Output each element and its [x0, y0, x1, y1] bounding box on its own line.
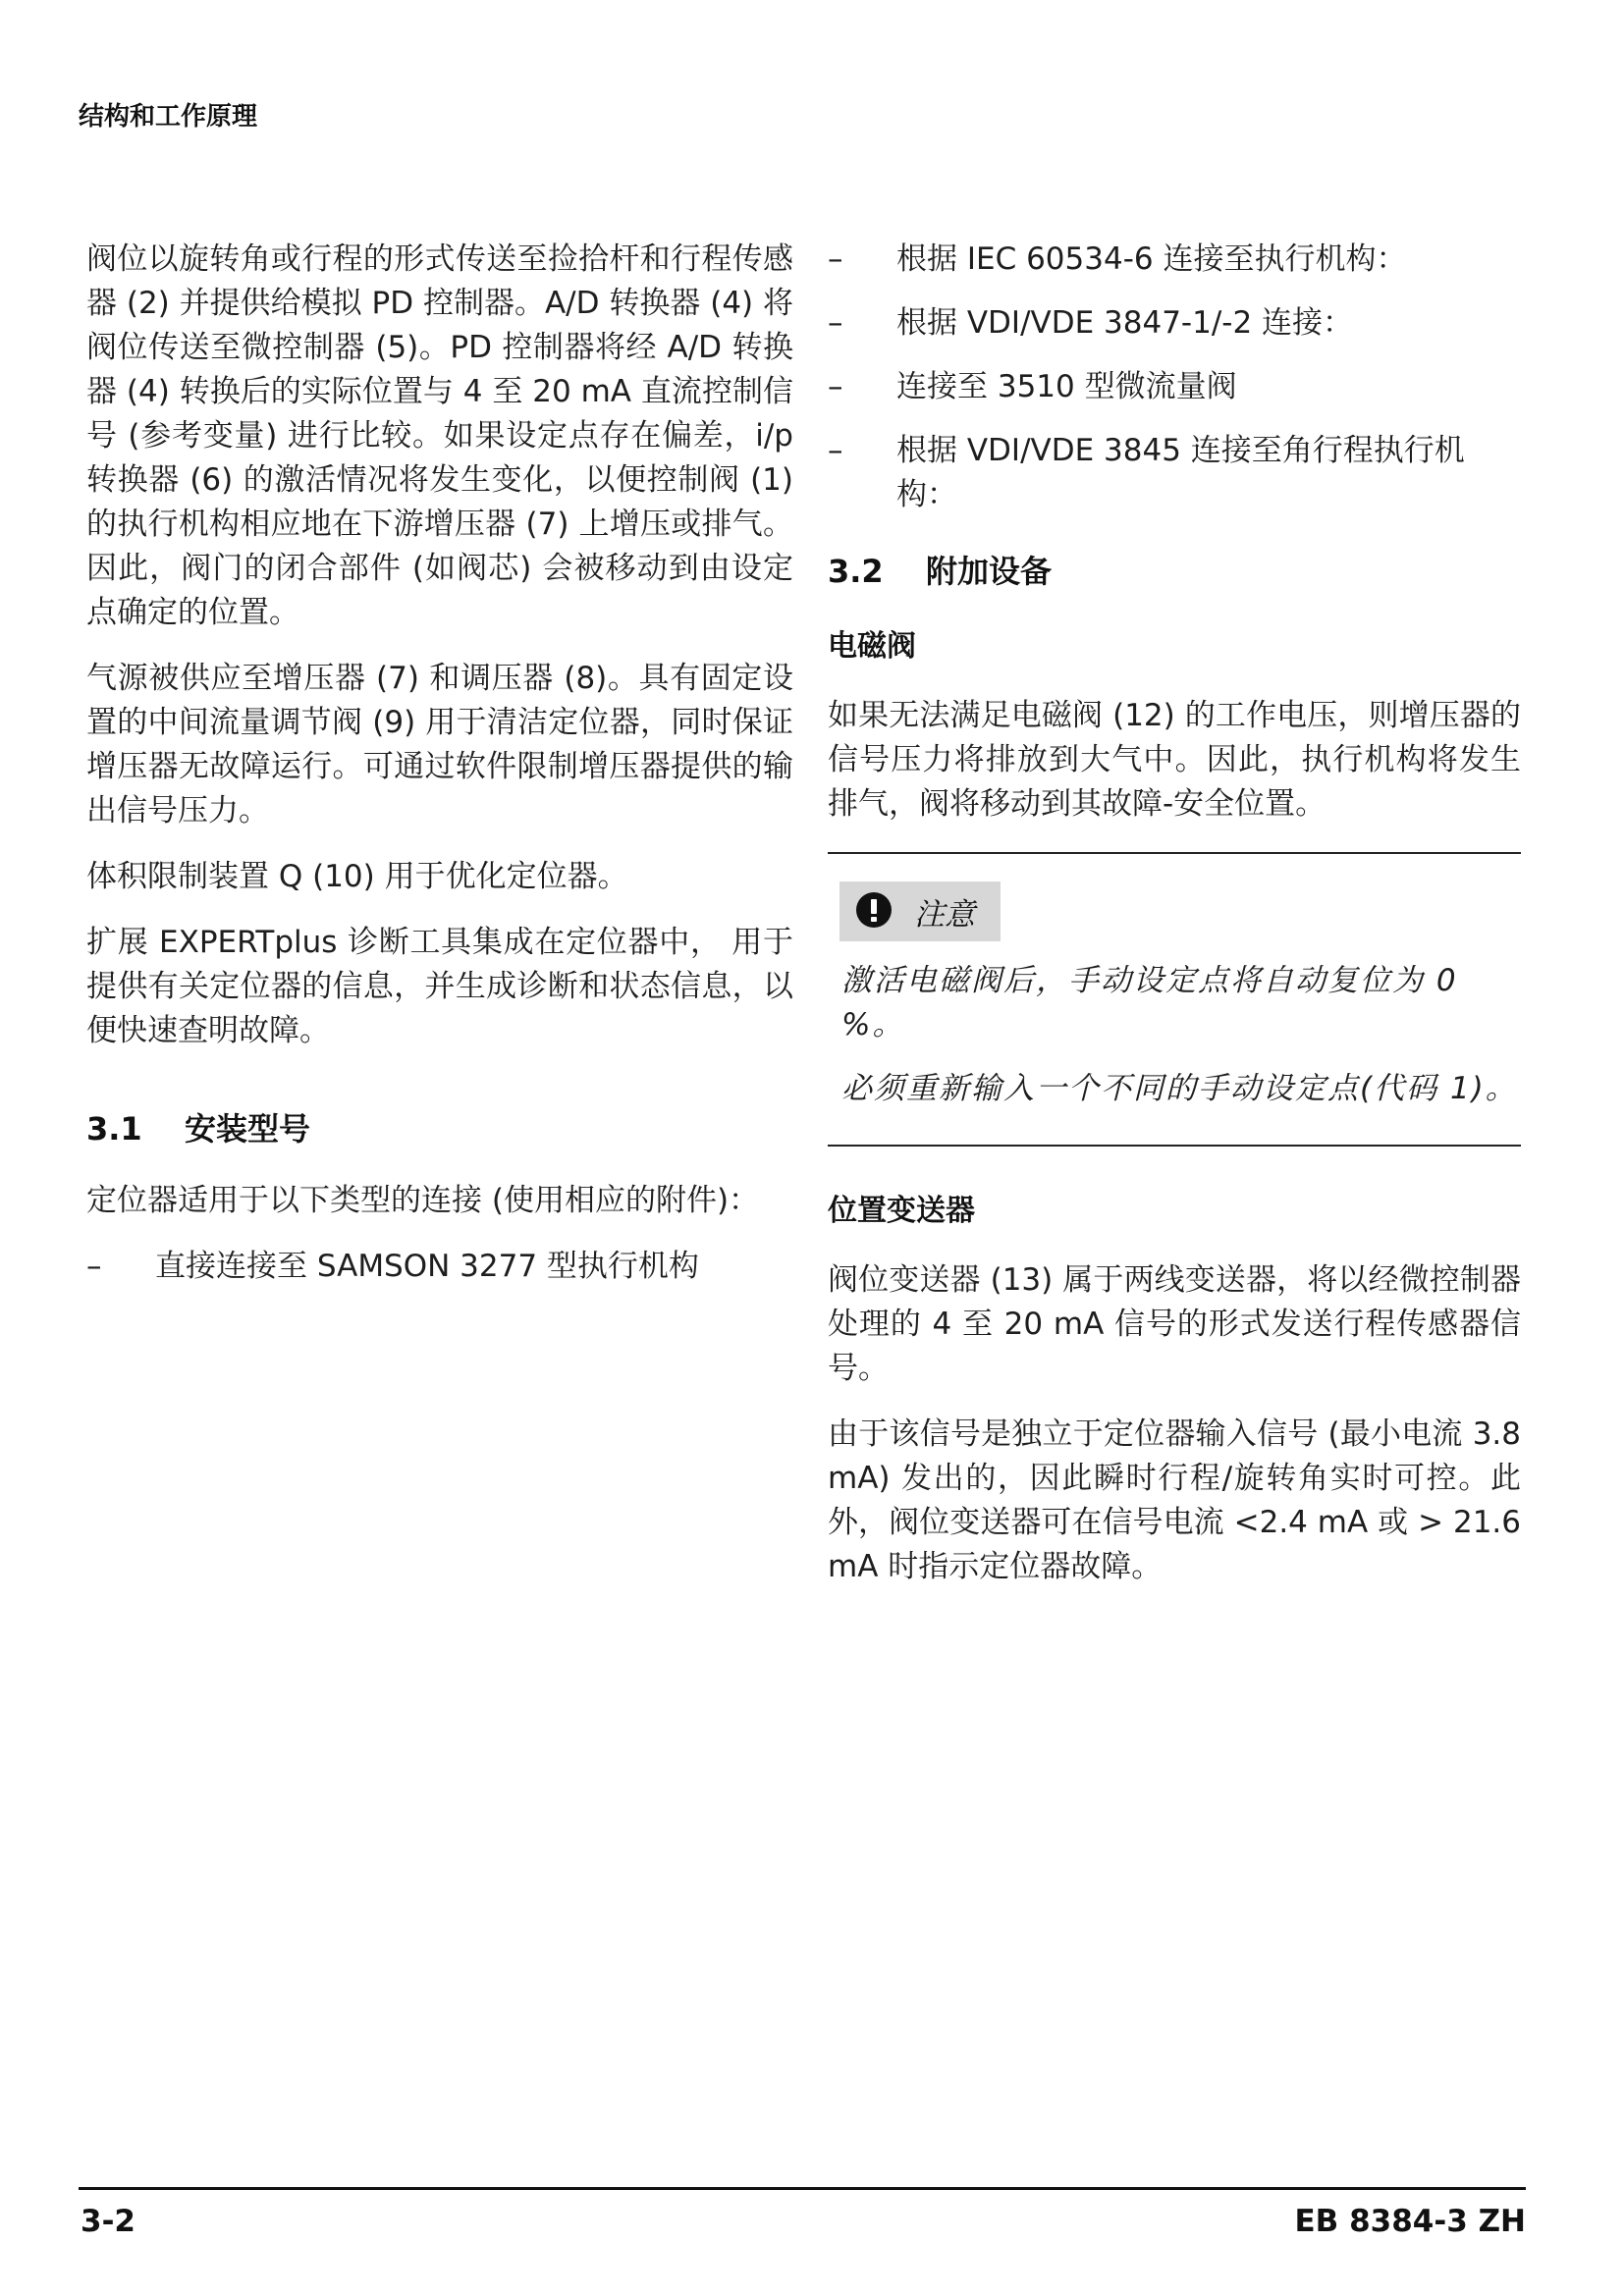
- paragraph-valve-position: 阀位以旋转角或行程的形式传送至捡拾杆和行程传感器 (2) 并提供给模拟 PD 控制器。A/D 转换器 (4) 将阀位传送至微控制器 (5)。PD 控制器将经 A/D 转换器 (4) 转换后的实际位置与 4 至 20 mA 直流控制信号 (参考变量) 进行比较。如果设定点存在偏差，i/p 转换器 (6) 的激活情况将发生变化，以便控制阀 (1) 的执行机构相应地在下游增压器 (7) 上增压或排气。因此，阀门的闭合部件 (如阀芯) 会被移动到由设定点确定的位置。: [86, 241, 793, 630]
- list-item-text: 根据 IEC 60534-6 连接至执行机构：: [896, 241, 1407, 277]
- list-item: [828, 365, 1521, 409]
- page-number: 3-2: [81, 2204, 136, 2239]
- notice-label: 注意: [914, 897, 975, 933]
- list-item: [828, 238, 1521, 282]
- list-item: [86, 1245, 793, 1289]
- paragraph-transmitter: 阀位变送器 (13) 属于两线变送器，将以经微控制器处理的 4 至 20 mA 信号的形式发送行程传感器信号。: [828, 1262, 1521, 1386]
- notice-text-reenter: 必须重新输入一个不同的手动设定点(代码 1)。: [841, 1071, 1518, 1106]
- list-item: [828, 301, 1521, 346]
- paragraph-expertplus: 扩展 EXPERTplus 诊断工具集成在定位器中， 用于提供有关定位器的信息，并生成诊断和状态信息，以便快速查明故障。: [86, 925, 793, 1048]
- transmitter-heading: 位置变送器: [828, 1194, 975, 1228]
- running-header: 结构和工作原理: [79, 102, 258, 132]
- solenoid-heading: 电磁阀: [828, 629, 916, 664]
- right-column: [828, 238, 1521, 1611]
- section-number: 3.2: [828, 553, 884, 590]
- paragraph-volume-restriction: 体积限制装置 Q (10) 用于优化定位器。: [86, 859, 628, 894]
- section-heading-3-1: [86, 1104, 793, 1149]
- list-item-text: 直接连接至 SAMSON 3277 型执行机构: [155, 1249, 699, 1284]
- section-number: 3.1: [86, 1110, 142, 1148]
- list-dash: –: [828, 241, 843, 277]
- paragraph-mounting-intro: 定位器适用于以下类型的连接 (使用相应的附件)：: [86, 1183, 760, 1218]
- list-item-text: 根据 VDI/VDE 3847-1/-2 连接：: [896, 305, 1354, 341]
- notice-text-reset: 激活电磁阀后，手动设定点将自动复位为 0 %。: [841, 963, 1458, 1042]
- section-heading-3-2: [828, 547, 1521, 592]
- list-dash: –: [828, 369, 843, 404]
- notice-badge: [839, 881, 1001, 941]
- list-dash: –: [828, 433, 843, 468]
- list-item: [828, 429, 1521, 517]
- list-dash: –: [86, 1249, 102, 1284]
- document-code: EB 8384-3 ZH: [1294, 2204, 1526, 2239]
- list-item-text: 根据 VDI/VDE 3845 连接至角行程执行机构：: [896, 433, 1465, 512]
- section-title: 附加设备: [926, 553, 1053, 590]
- footer-rule: [79, 2187, 1526, 2190]
- warning-icon: [855, 891, 893, 933]
- mounting-list-right: [828, 238, 1521, 517]
- notice-box: [828, 852, 1521, 1147]
- list-item-text: 连接至 3510 型微流量阀: [896, 369, 1237, 404]
- left-column: [86, 238, 793, 1308]
- paragraph-air-supply: 气源被供应至增压器 (7) 和调压器 (8)。具有固定设置的中间流量调节阀 (9) 用于清洁定位器，同时保证增压器无故障运行。可通过软件限制增压器提供的输出信号压力。: [86, 661, 793, 828]
- paragraph-solenoid: 如果无法满足电磁阀 (12) 的工作电压，则增压器的信号压力将排放到大气中。因此，执行机构将发生排气，阀将移动到其故障-安全位置。: [828, 698, 1521, 822]
- list-dash: –: [828, 305, 843, 341]
- mounting-list-left: [86, 1245, 793, 1289]
- section-title: 安装型号: [185, 1110, 311, 1148]
- paragraph-transmitter-fault: 由于该信号是独立于定位器输入信号 (最小电流 3.8 mA) 发出的，因此瞬时行程/旋转角实时可控。此外，阀位变送器可在信号电流 <2.4 mA 或 > 21.6 mA 时指示定位器故障。: [828, 1416, 1521, 1584]
